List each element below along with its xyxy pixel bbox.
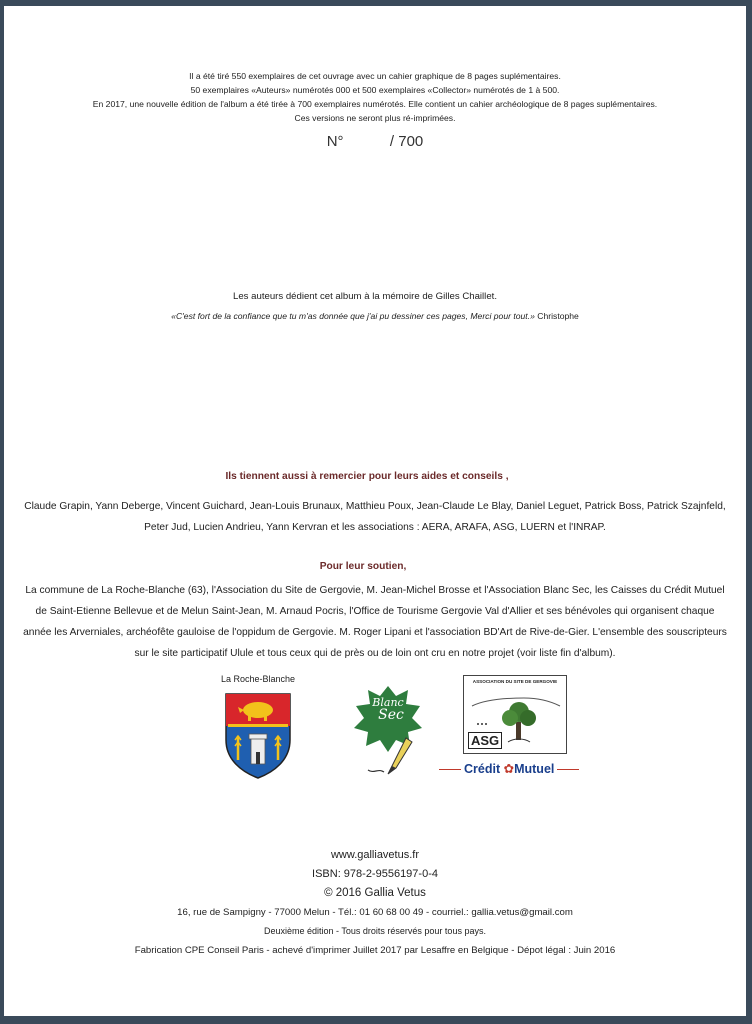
edition-line-2: 50 exemplaires «Auteurs» numérotés 000 et 500 exemplaires «Collector» numérotés de 1 à 500. [190, 85, 560, 95]
support-line-4: sur le site participatif Ulule et tous ceux qui de près ou de loin ont cru en notre projet (voir liste fin d'album). [134, 648, 616, 659]
blanc-sec-logo [348, 682, 428, 778]
support-line-3: année les Arverniales, archéofête gauloise de l'oppidum de Gergovie. M. Roger Lipani et l'association BD'Art de Rive-de-Gier. L'ensemble des souscripteurs [23, 627, 727, 638]
blanc-sec-word-2: Sec [378, 707, 404, 723]
isbn: ISBN: 978-2-9556197-0-4 [312, 868, 438, 880]
quote-author: Christophe [537, 311, 579, 321]
edition-line-3: En 2017, une nouvelle édition de l'album a été tirée à 700 exemplaires numérotés. Elle contient un cahier archéologique de 8 pages suplémentaires. [92, 99, 658, 109]
numero-label: N° [326, 133, 344, 150]
support-heading: Pour leur soutien, [319, 561, 407, 572]
edition-line-4: Ces versions ne seront plus ré-imprimées. [294, 113, 456, 123]
blanc-sec-word-1: Blanc [372, 696, 404, 709]
edition-line-1: Il a été tiré 550 exemplaires de cet ouvrage avec un cahier graphique de 8 pages suplémentaires. [189, 71, 561, 81]
edition-notice [4, 69, 746, 125]
thanks-line-2: Peter Jud, Lucien Andrieu, Yann Kervran et les associations : AERA, ARAFA, ASG, LUERN et l'INRAP. [144, 522, 606, 533]
support-text [4, 580, 746, 664]
credit-mutuel-word-2: Mutuel [514, 762, 555, 776]
copyright: © 2016 Gallia Vetus [324, 887, 426, 899]
quote-text: «C'est fort de la confiance que tu m'as donnée que j'ai pu dessiner ces pages, Merci pour tout.» [171, 311, 535, 321]
roche-blanche-label: La Roche-Blanche [220, 674, 296, 684]
colophon-page [4, 6, 746, 1016]
support-line-1: La commune de La Roche-Blanche (63), l'Association du Site de Gergovie, M. Jean-Michel Brosse et l'Association Blanc Sec, les Caisses du Crédit Mutuel [25, 585, 725, 596]
credit-mutuel-symbol-icon: ✿ [503, 762, 515, 776]
credit-mutuel-logo [436, 761, 582, 776]
credit-mutuel-word-1: Crédit [464, 762, 501, 776]
copy-number [4, 133, 746, 150]
thanks-heading: Ils tiennent aussi à remercier pour leurs aides et conseils , [225, 471, 509, 482]
thanks-list [4, 496, 746, 538]
dedication-text: Les auteurs dédient cet album à la mémoire de Gilles Chaillet. [233, 291, 497, 302]
coat-of-arms-icon [218, 688, 298, 780]
thanks-line-1: Claude Grapin, Yann Deberge, Vincent Guichard, Jean-Louis Brunaux, Matthieu Poux, Jean-Claude Le Blay, Daniel Leguet, Patrick Boss, Patrick Szajnfeld, [24, 501, 726, 512]
edition-rights: Deuxième édition - Tous droits réservés pour tous pays. [264, 926, 486, 936]
asg-title: ASSOCIATION DU SITE DE GERGOVIE [472, 679, 558, 684]
asg-label: ASG [468, 732, 502, 749]
la-roche-blanche-logo [218, 674, 298, 778]
support-line-2: de Saint-Etienne Bellevue et de Melun Saint-Jean, M. Arnaud Pocris, l'Office de Tourisme Gergovie Val d'Allier et ses bénévoles qui organisent chaque [35, 606, 715, 617]
asg-logo [463, 675, 567, 754]
address: 16, rue de Sampigny - 77000 Melun - Tél.: 01 60 68 00 49 - courriel.: gallia.vetus@gmail.com [177, 907, 573, 918]
website: www.galliavetus.fr [330, 849, 420, 861]
fabrication: Fabrication CPE Conseil Paris - achevé d'imprimer Juillet 2017 par Lesaffre en Belgique - Dépot légal : Juin 2016 [134, 945, 616, 956]
dedication-quote [4, 311, 746, 321]
publisher-footer [4, 846, 746, 960]
numero-total: / 700 [389, 133, 424, 150]
